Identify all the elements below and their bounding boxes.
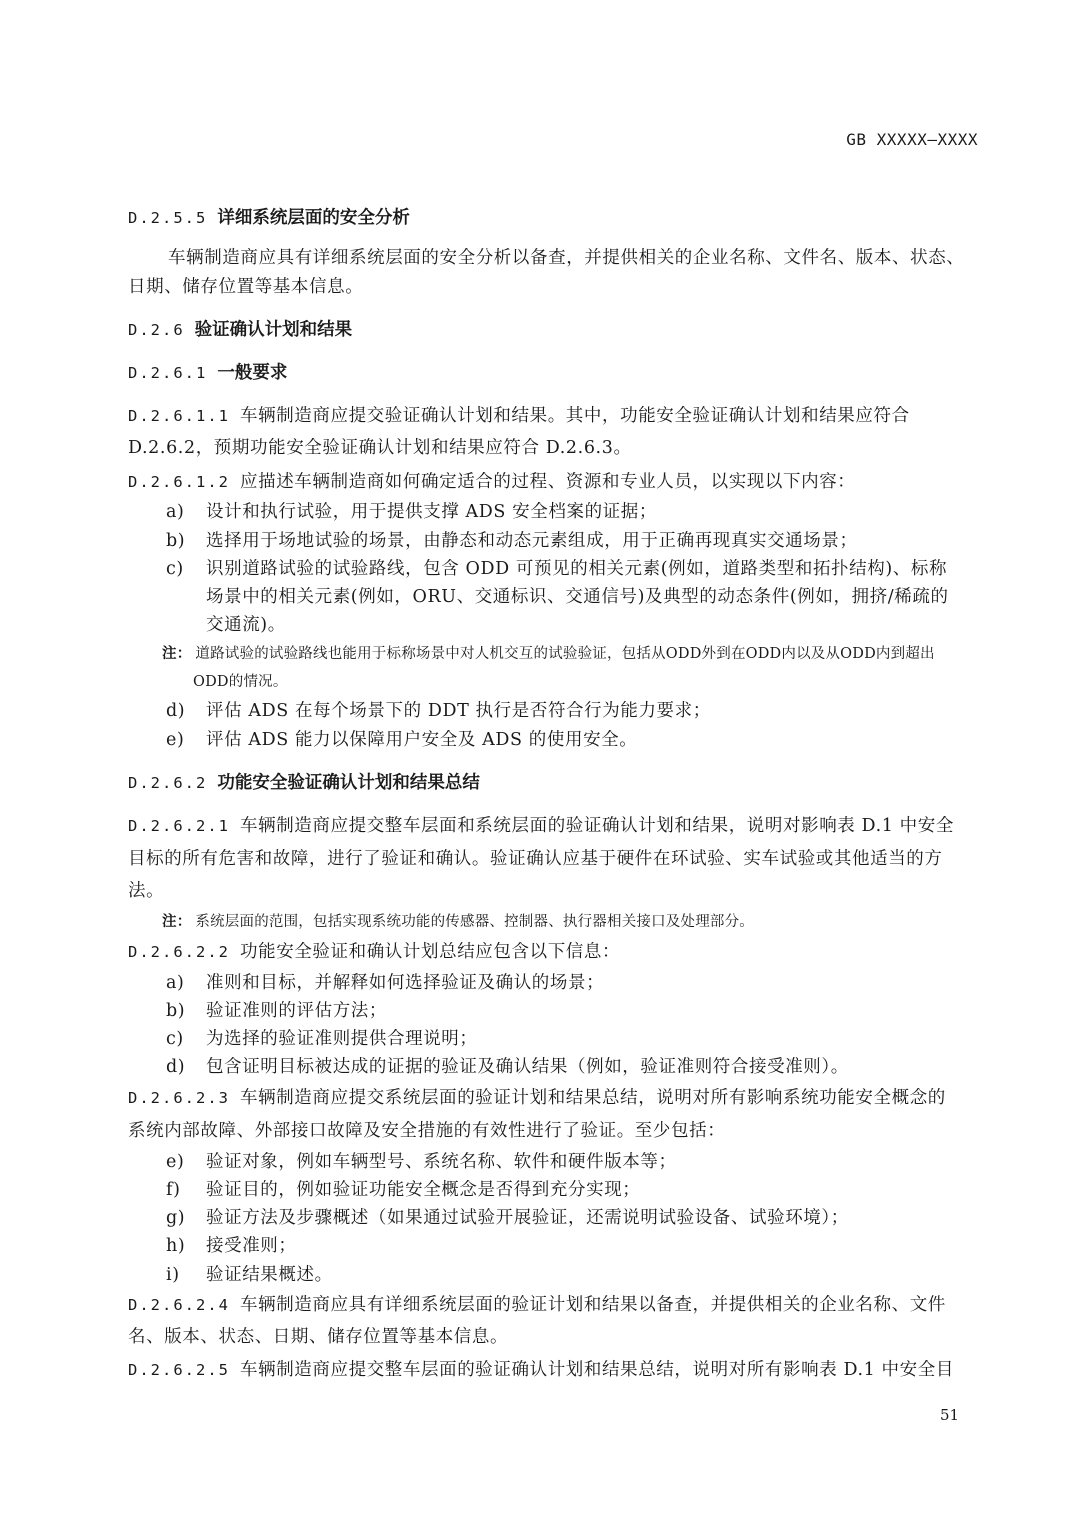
note [162, 642, 935, 663]
list-item [166, 969, 604, 994]
note-continuation: ODD的情况。 [193, 674, 288, 690]
list-label: a) [166, 502, 185, 522]
list-text: 为选择的验证准则提供合理说明； [206, 1029, 478, 1049]
list-text: 接受准则； [206, 1236, 297, 1256]
list-text: 准则和目标，并解释如何选择验证及确认的场景； [206, 973, 605, 993]
list-item [166, 1232, 297, 1257]
section-heading-d255 [128, 204, 410, 229]
list-text: 验证对象，例如车辆型号、系统名称、软件和硬件版本等； [206, 1152, 677, 1172]
clause-text: 功能安全验证和确认计划总结应包含以下信息： [240, 942, 621, 962]
note-text: 系统层面的范围，包括实现系统功能的传感器、控制器、执行器相关接口及处理部分。 [195, 914, 755, 930]
standard-number-header: GB XXXXX—XXXX [846, 130, 978, 149]
list-text: 验证结果概述。 [206, 1265, 333, 1285]
clause-d2621 [128, 812, 954, 837]
clause-number: D.2.6.2.1 [128, 817, 230, 835]
clause-text: 车辆制造商应具有详细系统层面的验证计划和结果以备查，并提供相关的企业名称、文件 [240, 1295, 946, 1315]
section-title: 验证确认计划和结果 [194, 320, 353, 340]
list-text: 包含证明目标被达成的证据的验证及确认结果（例如，验证准则符合接受准则）。 [206, 1057, 849, 1077]
list-item [166, 1204, 849, 1229]
clause-number: D.2.6.1.1 [128, 407, 230, 425]
list-item [166, 527, 858, 552]
list-label: h) [166, 1236, 186, 1256]
list-label: a) [166, 973, 185, 993]
note-label: 注： [162, 914, 192, 930]
paragraph-line: 车辆制造商应具有详细系统层面的安全分析以备查，并提供相关的企业名称、文件名、版本、状态、 [168, 248, 965, 268]
list-label: g) [166, 1208, 186, 1228]
paragraph-line: 系统内部故障、外部接口故障及安全措施的有效性进行了验证。至少包括： [128, 1121, 726, 1141]
clause-d2625 [128, 1356, 954, 1381]
list-label: e) [166, 1152, 185, 1172]
clause-d2611 [128, 402, 910, 427]
list-item [166, 555, 947, 580]
list-item [166, 1176, 640, 1201]
section-number: D.2.5.5 [128, 209, 208, 227]
list-item [166, 726, 637, 751]
section-number: D.2.6.2 [128, 774, 208, 792]
clause-number: D.2.6.2.5 [128, 1361, 230, 1379]
clause-text: 车辆制造商应提交系统层面的验证计划和结果总结，说明对所有影响系统功能安全概念的 [240, 1088, 946, 1108]
clause-d2624 [128, 1291, 946, 1316]
section-heading-d26 [128, 316, 352, 341]
list-item [166, 498, 657, 523]
clause-number: D.2.6.1.2 [128, 473, 230, 491]
section-title: 功能安全验证确认计划和结果总结 [217, 773, 480, 793]
list-label: d) [166, 1057, 186, 1077]
list-label: d) [166, 701, 186, 721]
list-item-continuation: 交通流)。 [206, 615, 286, 635]
clause-text: 应描述车辆制造商如何确定适合的过程、资源和专业人员，以实现以下内容： [240, 472, 856, 492]
list-text: 设计和执行试验，用于提供支撑 ADS 安全档案的证据； [206, 502, 657, 522]
list-item [166, 997, 387, 1022]
paragraph-line: 日期、储存位置等基本信息。 [128, 277, 364, 297]
list-item [166, 697, 711, 722]
list-text: 验证方法及步骤概述（如果通过试验开展验证，还需说明试验设备、试验环境）； [206, 1208, 849, 1228]
list-label: c) [166, 1029, 184, 1049]
list-item [166, 1148, 677, 1173]
list-label: e) [166, 730, 185, 750]
list-text: 选择用于场地试验的场景，由静态和动态元素组成，用于正确再现真实交通场景； [206, 531, 858, 551]
list-text: 评估 ADS 在每个场景下的 DDT 执行是否符合行为能力要求； [206, 701, 711, 721]
clause-text: 车辆制造商应提交整车层面和系统层面的验证确认计划和结果，说明对影响表 D.1 中安全 [240, 816, 954, 836]
section-title: 详细系统层面的安全分析 [217, 208, 410, 228]
paragraph-line: 目标的所有危害和故障，进行了验证和确认。验证确认应基于硬件在环试验、实车试验或其他适当的方 [128, 849, 943, 869]
clause-d2623 [128, 1084, 946, 1109]
paragraph-line: 法。 [128, 881, 165, 901]
list-item [166, 1261, 333, 1286]
clause-number: D.2.6.2.3 [128, 1089, 230, 1107]
clause-d2622 [128, 938, 620, 963]
note [162, 910, 754, 931]
list-label: i) [166, 1265, 180, 1285]
list-text: 评估 ADS 能力以保障用户安全及 ADS 的使用安全。 [206, 730, 638, 750]
list-text: 验证准则的评估方法； [206, 1001, 387, 1021]
clause-text: 车辆制造商应提交验证确认计划和结果。其中，功能安全验证确认计划和结果应符合 [240, 406, 910, 426]
list-label: b) [166, 1001, 186, 1021]
clause-d2612 [128, 468, 855, 493]
section-heading-d261 [128, 359, 287, 384]
note-label: 注： [162, 646, 192, 662]
paragraph-line: 名、版本、状态、日期、储存位置等基本信息。 [128, 1327, 509, 1347]
list-label: b) [166, 531, 186, 551]
list-item-continuation: 场景中的相关元素(例如，ORU、交通标识、交通信号)及典型的动态条件(例如，拥挤/稀疏的 [206, 587, 949, 607]
list-item [166, 1025, 478, 1050]
section-number: D.2.6.1 [128, 364, 208, 382]
paragraph-line: D.2.6.2，预期功能安全验证确认计划和结果应符合 D.2.6.3。 [128, 438, 632, 458]
clause-number: D.2.6.2.2 [128, 943, 230, 961]
list-text: 识别道路试验的试验路线，包含 ODD 可预见的相关元素(例如，道路类型和拓扑结构)、标称 [206, 559, 948, 579]
list-label: f) [166, 1180, 181, 1200]
page-number: 51 [940, 1406, 960, 1424]
section-heading-d262 [128, 769, 480, 794]
note-text: 道路试验的试验路线也能用于标称场景中对人机交互的试验验证，包括从ODD外到在ODD内以及从ODD内到超出 [195, 646, 935, 662]
section-title: 一般要求 [217, 363, 288, 383]
clause-number: D.2.6.2.4 [128, 1296, 230, 1314]
list-text: 验证目的，例如验证功能安全概念是否得到充分实现； [206, 1180, 641, 1200]
clause-text: 车辆制造商应提交整车层面的验证确认计划和结果总结，说明对所有影响表 D.1 中安全目 [240, 1360, 954, 1380]
section-number: D.2.6 [128, 321, 185, 339]
list-item [166, 1053, 849, 1078]
list-label: c) [166, 559, 184, 579]
